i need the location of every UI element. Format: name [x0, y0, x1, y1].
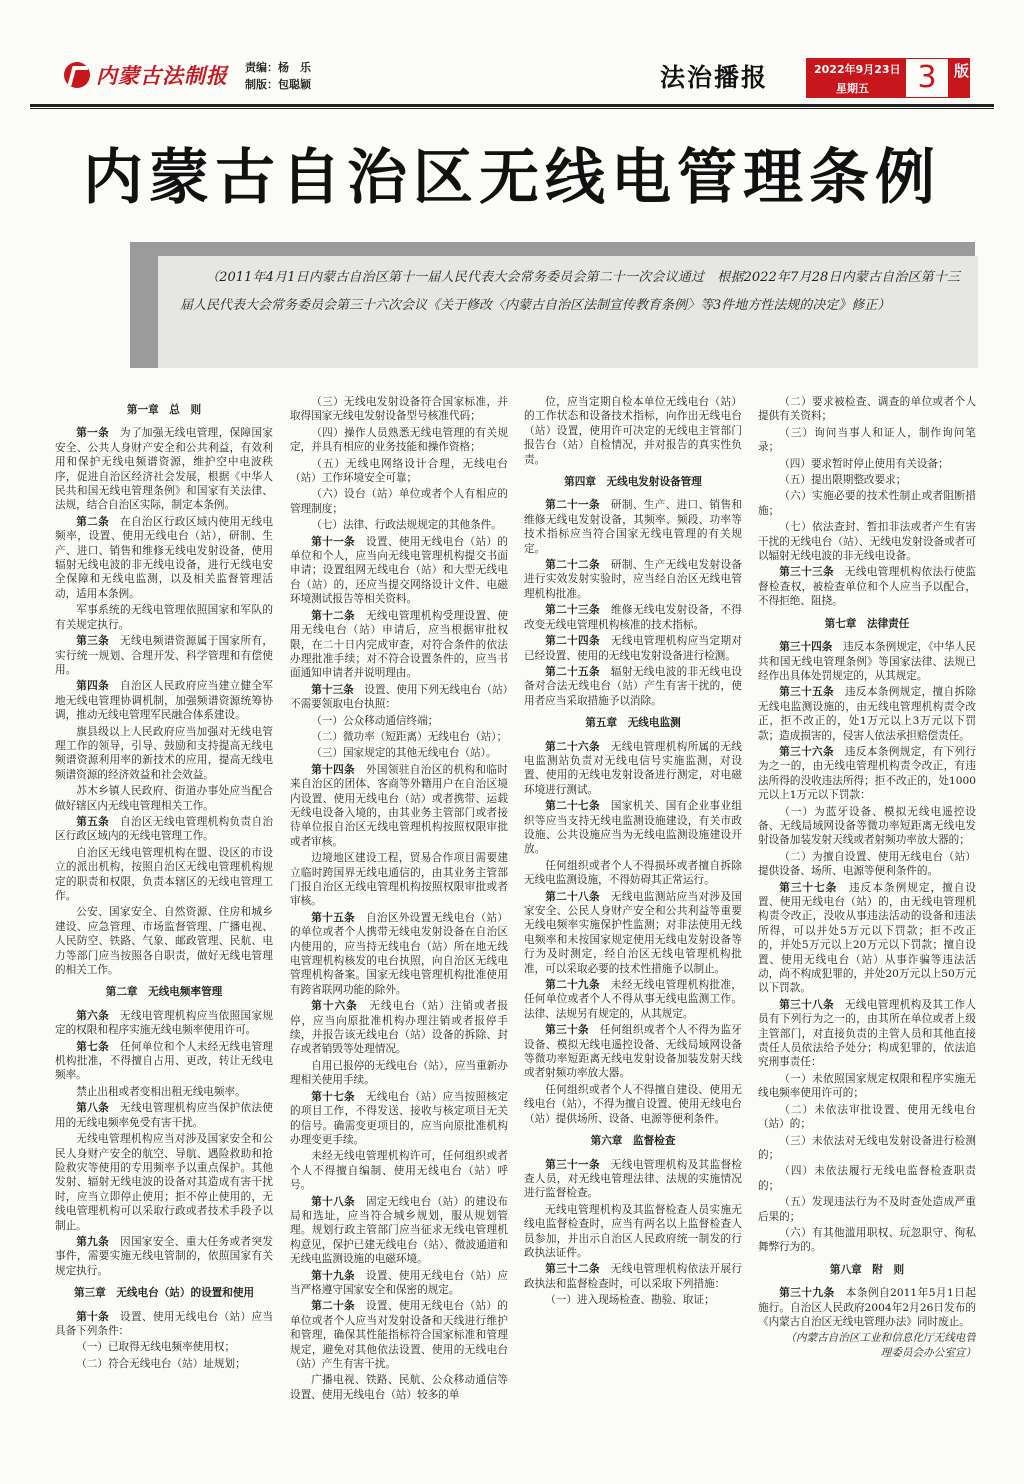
- article-number: 第七条: [76, 1040, 110, 1053]
- article-text: （七）法律、行政法规规定的其他条件。: [311, 519, 502, 532]
- article-text: 自治区外设置无线电台（站）的单位或者个人携带无线电发射设备在自治区内使用的，应当持无线电台（站）所在地无线电管理机构核发的电台执照，向自治区无线电管理机构备案。国家无线电管理机构批准使用有跨省联网功能的除外。: [290, 911, 508, 996]
- masthead-rule: [30, 104, 994, 107]
- article-text: 任何组织或者个人不得损坏或者擅自拆除无线电监测设施，不得妨碍其正常运行。: [524, 859, 742, 887]
- article-number: 第十七条: [311, 1090, 356, 1103]
- article-text: （六）设台（站）单位或者个人有相应的管理制度；: [290, 488, 508, 515]
- article-number: 第四条: [76, 680, 110, 693]
- article-text: 无线电管理机构及其监督检查人员实施无线电监督检查时，应当有两名以上监督检查人员参加，并出示自治区人民政府统一制发的行政执法证件。: [524, 1203, 742, 1259]
- chapter-heading: 第四章 无线电发射设备管理: [564, 476, 702, 489]
- article-text: （五）发现违法行为不及时查处造成严重后果的；: [758, 1196, 976, 1223]
- chapter-heading: 第五章 无线电监测: [585, 717, 681, 730]
- paragraph: [758, 805, 976, 848]
- article-number: 第三十九条: [779, 1287, 835, 1300]
- paragraph: [290, 1149, 508, 1192]
- paragraph: [758, 489, 976, 518]
- paragraph: [524, 395, 742, 467]
- text-column-2: [290, 395, 508, 1475]
- article-number: 第九条: [76, 1235, 110, 1248]
- article-text: （一）已取得无线电频率使用权；: [76, 1341, 236, 1354]
- article-text: 研制、生产、进口、销售和维修无线电发射设备，其频率、频段、功率等技术指标应当符合国家无线电管理的有关规定。: [524, 499, 742, 555]
- article-number: 第十三条: [311, 683, 354, 696]
- paragraph: [524, 1293, 742, 1307]
- article-text: （三）未依法对无线电发射设备进行检测的；: [758, 1134, 976, 1161]
- paragraph: [290, 714, 508, 728]
- article-paragraph: [290, 1299, 508, 1371]
- paragraph: [758, 395, 976, 424]
- article-text: （二）要求被检查、调查的单位或者个人提供有关资料；: [758, 396, 976, 423]
- design-line: 制版：包聪颖: [245, 78, 311, 91]
- paragraph: [758, 1164, 976, 1193]
- section-name: 法治播报: [660, 63, 769, 92]
- article-number: 第三十八条: [779, 998, 834, 1011]
- article-paragraph: [290, 911, 508, 997]
- article-number: 第六条: [76, 1009, 110, 1022]
- article-text: 外国领驻自治区的机构和临时来自治区的团体、客商等外籍用户在自治区境内设置、使用无线电台（站）或者携带、运载无线电设备入境的，由其业务主管部门或者接待单位报自治区无线电管理机构按照权限审批或者审核。: [290, 763, 508, 848]
- article-number: 第三十四条: [779, 641, 833, 654]
- article-paragraph: [290, 535, 508, 607]
- article-number: 第十一条: [311, 535, 356, 548]
- article-text: 自治区人民政府应当建立健全军地无线电管理协调机制，加强频谱资源统筹协调，推动无线电管理军民融合体系建设。: [55, 680, 273, 722]
- text-column-1: [55, 395, 273, 1475]
- article-paragraph: [55, 634, 273, 677]
- article-text: 自用已报停的无线电台（站），应当重新办理相关使用手续。: [290, 1059, 508, 1087]
- article-text: 自治区无线电管理机构负责自治区行政区域内的无线电管理工作。: [55, 815, 273, 843]
- article-paragraph: [758, 640, 976, 683]
- masthead: [0, 52, 1024, 102]
- chapter-heading: 第二章 无线电频率管理: [105, 986, 223, 999]
- article-text: 军事系统的无线电管理依照国家和军队的有关规定执行。: [55, 604, 273, 631]
- article-paragraph: [55, 1310, 273, 1339]
- article-text: 违反本条例规定，擅自设置、使用无线电台（站）的，由无线电管理机构责令改正，没收从事违法活动的设备和违法所得，可以并处5万元以下罚款；拒不改正的，并处5万元以上20万元以下罚款；擅自设置、使用无线电台（站）从事诈骗等违法活动，尚不构成犯罪的，并处20万元以上50万元以下罚款。: [758, 881, 976, 995]
- article-text: 固定无线电台（站）的建设布局和选址，应当符合城乡规划，服从规划管理。规划行政主管部门应当征求无线电管理机构意见，保护已建无线电台（站）、微波通道和无线电监测设施的电磁环境。: [290, 1195, 508, 1266]
- paragraph: [290, 1373, 508, 1402]
- article-text: （六）实施必要的技术性制止或者阻断措施；: [758, 490, 976, 517]
- article-number: 第十九条: [311, 1269, 356, 1282]
- paragraph: [290, 395, 508, 424]
- logo-text: 内蒙古法制报: [96, 63, 228, 88]
- article-text: 无线电管理机构依法开展行政执法和监督检查时，可以采取下列措施：: [524, 1263, 742, 1290]
- article-number: 第三十条: [545, 1024, 590, 1037]
- article-paragraph: [524, 890, 742, 976]
- paragraph: [290, 746, 508, 760]
- paragraph: [290, 1059, 508, 1088]
- editor-credits: [245, 59, 311, 93]
- article-text: 广播电视、铁路、民航、公众移动通信等设置、使用无线电台（站）较多的单: [290, 1374, 508, 1401]
- logo-emblem-icon: [64, 62, 90, 88]
- paragraph: [758, 1103, 976, 1132]
- article-text: 因国家安全、重大任务或者突发事件，需要实施无线电管制的，依照国家有关规定执行。: [55, 1235, 273, 1277]
- article-text: 无线电管理机构依法行使监督检查权，被检查单位和个人应当予以配合，不得拒绝、阻挠。: [758, 566, 976, 608]
- article-paragraph: [55, 1235, 273, 1278]
- article-text: 无线电台（站）应当按照核定的项目工作，不得发送、接收与核定项目无关的信号。确需变更项目的，应当向原批准机构办理变更手续。: [290, 1090, 508, 1146]
- page-suffix: 版: [954, 62, 970, 80]
- intro-box: [158, 256, 978, 368]
- article-paragraph: [55, 515, 273, 601]
- article-text: （一）公众移动通信终端；: [311, 714, 439, 727]
- text-column-4: [758, 395, 976, 1475]
- article-text: （四）要求暂时停止使用有关设备；: [779, 457, 949, 470]
- paragraph: [290, 518, 508, 532]
- article-paragraph: [524, 1023, 742, 1081]
- article-text: （四）未依法履行无线电监督检查职责的；: [758, 1165, 976, 1192]
- paragraph: [290, 730, 508, 744]
- newspaper-logo: [64, 60, 228, 90]
- article-number: 第十六条: [311, 1000, 358, 1013]
- article-text: （五）无线电网络设计合理，无线电台（站）工作环境安全可靠；: [290, 457, 508, 485]
- article-paragraph: [290, 999, 508, 1057]
- article-text: 无线电监测站应当对涉及国家安全、公民人身财产安全和公共利益等重要无线电频率实施保护性监测；对非法使用无线电频率和未按国家规定使用无线电发射设备等行为及时测定，经自治区无线电管理机构批准，可以采取必要的技术性措施予以制止。: [524, 890, 742, 975]
- article-text: （一）未依照国家规定权限和程序实施无线电频率使用许可的；: [758, 1072, 976, 1100]
- article-paragraph: [524, 603, 742, 632]
- article-text: （五）提出限期整改要求；: [779, 474, 907, 487]
- article-text: 禁止出租或者变相出租无线电频率。: [76, 1085, 246, 1098]
- article-text: 无线电管理机构受理设置、使用无线电台（站）申请后，应当根据审批权限，在二十日内完成审查，对符合条件的依法办理批准手续；对不符合设置条件的，应当书面通知申请者并说明理由。: [290, 609, 508, 680]
- paragraph: [55, 1357, 273, 1371]
- article-text: 公安、国家安全、自然资源、住房和城乡建设、应急管理、市场监督管理、广播电视、人民防空、铁路、气象、邮政管理、民航、电力等部门应当按照各自职责，做好无线电管理的相关工作。: [55, 906, 273, 977]
- paragraph: [758, 1072, 976, 1101]
- article-text: 无线电管理机构应当依照国家规定的权限和程序实施无线电频率使用许可。: [55, 1009, 273, 1037]
- article-text: （三）询问当事人和证人，制作询问笔录；: [758, 426, 976, 454]
- paragraph: [758, 473, 976, 487]
- paragraph: [290, 426, 508, 455]
- chapter-heading: 第一章 总 则: [126, 404, 202, 416]
- article-text: 本条例自2011年5月1日起施行。自治区人民政府2004年2月26日发布的《内蒙古自治区无线电管理办法》同时废止。: [758, 1287, 976, 1328]
- article-text: （二）未依法审批设置、使用无线电台（站）的；: [758, 1103, 976, 1131]
- article-number: 第三十五条: [779, 686, 834, 699]
- article-paragraph: [55, 1040, 273, 1083]
- article-text: 违反本条例规定，《中华人民共和国无线电管理条例》等国家法律、法规已经作出具体处罚规定的，从其规定。: [758, 641, 976, 682]
- article-text: 无线电台（站）注销或者报停，应当向原批准机构办理注销或者报停手续，并报告该无线电台（站）设备的拆除、封存或者销毁等处理情况。: [290, 1000, 508, 1056]
- article-text: 无线电频谱资源属于国家所有，实行统一规划、合理开发、科学管理和有偿使用。: [55, 635, 273, 676]
- article-text: （四）操作人员熟悉无线电管理的有关规定，并具有相应的业务技能和操作资格；: [290, 426, 508, 454]
- article-number: 第十条: [76, 1310, 110, 1323]
- paragraph: [758, 850, 976, 879]
- article-text: 国家机关、国有企业事业组织等应当支持无线电监测设施建设，有关市政设施、公共设施应当为无线电监测设施建设开放。: [524, 800, 742, 856]
- page-number: 3: [906, 59, 948, 97]
- article-number: 第二十二条: [545, 559, 600, 572]
- article-text: 违反本条例规定，擅自拆除无线电监测设施的，由无线电管理机构责令改正，拒不改正的，处1万元以上3万元以下罚款；造成损害的，侵害人依法承担赔偿责任。: [758, 686, 976, 742]
- article-text: 任何组织或者个人不得擅自建设、使用无线电台（站），不得为擅自设置、使用无线电台（站）提供场所、设备、电源等便利条件。: [524, 1083, 742, 1125]
- paragraph: [55, 1132, 273, 1233]
- article-number: 第二十八条: [545, 890, 600, 903]
- article-number: 第十八条: [311, 1195, 356, 1208]
- article-number: 第二十四条: [545, 635, 600, 648]
- article-text: 位，应当定期自检本单位无线电台（站）的工作状态和设备技术指标，向作出无线电台（站）设置，使用许可决定的无线电主管部门报告台（站）自检情况，并对报告的真实性负责。: [524, 396, 742, 466]
- article-number: 第二十七条: [545, 800, 600, 813]
- article-number: 第二十九条: [545, 979, 600, 992]
- date-page-box: [806, 58, 970, 98]
- article-number: 第一条: [76, 427, 110, 440]
- article-number: 第三十一条: [545, 1158, 600, 1171]
- article-paragraph: [55, 1101, 273, 1130]
- paragraph: [55, 725, 273, 783]
- chapter-heading: 第七章 法律责任: [824, 617, 910, 630]
- article-paragraph: [758, 685, 976, 743]
- paragraph: [524, 859, 742, 888]
- article-paragraph: [290, 609, 508, 681]
- article-paragraph: [524, 634, 742, 663]
- article-text: 为了加强无线电管理，保障国家安全、公共人身财产安全和公共利益，有效利用和保护无线电频谱资源，维护空中电波秩序，促进自治区经济社会发展，根据《中华人民共和国无线电管理条例》和国家有关法律、法规，结合自治区实际，制定本条例。: [55, 427, 273, 512]
- article-text: 旗县级以上人民政府应当加强对无线电管理工作的领导，引导、鼓励和支持提高无线电频谱资源利用率的新技术的应用，提高无线电频谱资源的经济效益和社会效益。: [55, 725, 273, 781]
- paragraph: [758, 520, 976, 563]
- article-paragraph: [55, 1009, 273, 1038]
- article-number: 第三十六条: [779, 745, 834, 758]
- paragraph: [758, 1134, 976, 1163]
- article-number: 第五条: [76, 815, 110, 828]
- paragraph: [55, 784, 273, 813]
- article-text: 维修无线电发射设备，不得改变无线电管理机构核准的技术指标。: [524, 604, 742, 631]
- paragraph: [55, 1340, 273, 1354]
- article-text: 任何组织或者个人不得为监牙设备、模拟无线电遥控设备、无线局域网设备等微功率短距离无线电发射设备加装发射天线或者射频功率放大器。: [524, 1024, 742, 1080]
- article-number: 第十四条: [311, 763, 356, 776]
- article-text: 无线电管理机构应当定期对已经设置、使用的无线电发射设备进行检测。: [524, 635, 742, 662]
- article-number: 第十二条: [311, 609, 356, 622]
- article-number: 第八条: [76, 1102, 110, 1115]
- article-number: 第三条: [76, 635, 110, 648]
- article-number: 第三十七条: [779, 881, 838, 894]
- chapter-heading: 第三章 无线电台（站）的设置和使用: [73, 1287, 255, 1300]
- article-text: 在自治区行政区域内使用无线电频率，设置、使用无线电台（站），研制、生产、进口、销售和维修无线电发射设备，使用辐射无线电波的非无线电设备，进行无线电安全保障和无线电监测，以及相关监督管理活动，适用本条例。: [55, 515, 273, 600]
- article-text: 违反本条例规定，有下列行为之一的，由无线电管理机构责令改正，有违法所得的没收违法所得；拒不改正的，处1000元以上1万元以下罚款：: [758, 745, 976, 802]
- article-text: 设置、使用无线电台（站）应当具备下列条件：: [55, 1310, 273, 1337]
- paragraph: [290, 457, 508, 486]
- article-text: 设置、使用无线电台（站）的单位和个人，应当向无线电管理机构提交书面申请；设置组网无线电台（站）和大型无线电台（站）的，还应当提交网络设计文件、电磁环境测试报告等相关资料。: [290, 535, 508, 606]
- masthead-rule-thin: [30, 108, 994, 109]
- article-text: 研制、生产无线电发射设备进行实效发射实验时，应当经自治区无线电管理机构批准。: [524, 559, 742, 600]
- article-number: 第三十二条: [545, 1263, 600, 1276]
- issue-date: 2022年9月23日: [814, 63, 901, 76]
- article-text: 无线电管理机构及其监督检查人员，对无线电管理法律、法规的实施情况进行监督检查。: [524, 1158, 742, 1200]
- paragraph: [55, 846, 273, 904]
- article-paragraph: [758, 998, 976, 1070]
- article-paragraph: [524, 558, 742, 601]
- article-paragraph: [524, 1262, 742, 1291]
- paragraph: [290, 487, 508, 516]
- chapter-heading: 第八章 附 则: [829, 1263, 905, 1276]
- paragraph: [55, 905, 273, 977]
- article-paragraph: [524, 498, 742, 556]
- article-paragraph: [55, 815, 273, 844]
- article-text: 边境地区建设工程，贸易合作项目需要建立临时跨国界无线电通信的，由其业务主管部门报自治区无线电管理机构按照权限审批或者审核。: [290, 852, 508, 908]
- article-text: 苏木乡镇人民政府、街道办事处应当配合做好辖区内无线电管理相关工作。: [55, 785, 273, 812]
- article-text: 辐射无线电波的非无线电设备对合法无线电台（站）产生有害干扰的，使用者应当采取措施予以消除。: [524, 665, 742, 707]
- article-text: （六）有其他滥用职权、玩忽职守、徇私舞弊行为的。: [758, 1226, 976, 1254]
- article-paragraph: [290, 683, 508, 712]
- article-number: 第二十三条: [545, 604, 600, 617]
- page-title: 内蒙古自治区无线电管理条例: [83, 143, 941, 213]
- article-paragraph: [758, 745, 976, 803]
- paragraph: [758, 1195, 976, 1224]
- article-paragraph: [524, 740, 742, 798]
- signature: （内蒙古自治区工业和信息化厅无线电管理委员会办公室宣）: [785, 1332, 976, 1359]
- article-number: 第二十一条: [545, 499, 600, 512]
- issue-weekday: 星期五: [836, 82, 869, 95]
- paragraph: [758, 1226, 976, 1255]
- article-paragraph: [524, 978, 742, 1021]
- paragraph: [55, 603, 273, 632]
- article-paragraph: [758, 565, 976, 608]
- article-text: 无线电管理机构所属的无线电监测站负责对无线电信号实施监测，对设置、使用的无线电发射设备进行测定，对电磁环境进行测试。: [524, 740, 742, 796]
- article-text: （二）微功率（短距离）无线电台（站）；: [311, 730, 508, 743]
- article-paragraph: [290, 1269, 508, 1298]
- article-text: （一）为蓝牙设备、模拟无线电遥控设备、无线局域网设备等微功率短距离无线电发射设备加装发射天线或者射频功率放大器的；: [758, 805, 976, 847]
- article-paragraph: [524, 799, 742, 857]
- paragraph: [758, 457, 976, 471]
- article-text: 任何单位和个人未经无线电管理机构批准，不得擅自占用、更改，转让无线电频率。: [55, 1040, 273, 1082]
- article-paragraph: [758, 881, 976, 996]
- article-text: （二）为擅自设置、使用无线电台（站）提供设备、场所、电源等便利条件的。: [758, 850, 976, 878]
- article-number: 第二十五条: [545, 665, 600, 678]
- article-text: 设置、使用下列无线电台（站）不需要领取电台执照：: [290, 683, 508, 711]
- article-paragraph: [758, 1286, 976, 1329]
- intro-text: （2011年4月1日内蒙古自治区第十一届人民代表大会常务委员会第二十一次会议通过 根据2022年7月28日内蒙古自治区第十三届人民代表大会常务委员会第三十六次会议《关于修改〈内蒙古自治区法制宣传教育条例〉等3件地方性法规的决定》修正）: [180, 270, 960, 313]
- article-number: 第二十六条: [545, 740, 600, 753]
- editor-line: 责编：杨 乐: [245, 61, 311, 74]
- article-number: 第二条: [76, 515, 110, 528]
- paragraph: [55, 1085, 273, 1099]
- article-text: （一）进入现场检查、勘验、取证；: [545, 1294, 715, 1307]
- paragraph: [524, 1203, 742, 1261]
- article-text: 无线电管理机构及其工作人员有下列行为之一的，由其所在单位或者上级主管部门，对直接负责的主管人员和其他直接责任人员依法给予处分；构成犯罪的，依法追究刑事责任：: [758, 998, 976, 1069]
- article-text: （三）无线电发射设备符合国家标准，并取得国家无线电发射设备型号核准代码；: [290, 396, 508, 423]
- article-paragraph: [55, 679, 273, 722]
- article-paragraph: [524, 1158, 742, 1201]
- article-paragraph: [524, 665, 742, 708]
- article-paragraph: [290, 1195, 508, 1267]
- article-text: 设置、使用无线电台（站）的单位或者个人应当对发射设备和天线进行维护和管理，确保其性能指标符合国家标准和管理规定，避免对其他依法设置、使用的无线电台（站）产生有害干扰。: [290, 1300, 508, 1370]
- article-paragraph: [55, 426, 273, 512]
- article-text: 未经无线电管理机构许可，任何组织或者个人不得擅自编制、使用无线电台（站）呼号。: [290, 1150, 508, 1192]
- article-text: （三）国家规定的其他无线电台（站）。: [311, 747, 497, 760]
- article-number: 第二十条: [311, 1300, 356, 1313]
- article-text: （二）符合无线电台（站）址规划；: [76, 1357, 246, 1370]
- article-text: 无线电管理机构应当对涉及国家安全和公民人身财产安全的航空、导航、遇险救助和抢险救灾等使用的专用频率予以重点保护。其他发射、辐射无线电波的设备对其造成有害干扰时，应当立即停止使用；拒不停止使用的，无线电管理机构可以采取行政或者技术手段予以制止。: [55, 1133, 273, 1232]
- paragraph: [758, 426, 976, 455]
- article-number: 第十五条: [311, 911, 356, 924]
- chapter-heading: 第六章 监督检查: [590, 1135, 676, 1148]
- article-text: 自治区无线电管理机构在盟、设区的市设立的派出机构，按照自治区无线电管理机构规定的职责和权限，负责本辖区的无线电管理工作。: [55, 846, 273, 902]
- article-paragraph: [290, 1090, 508, 1148]
- paragraph: [290, 851, 508, 909]
- article-text: 未经无线电管理机构批准，任何单位或者个人不得从事无线电监测工作。法律、法规另有规定的，从其规定。: [524, 979, 742, 1020]
- article-text: （七）依法查封、暂扣非法或者产生有害干扰的无线电台（站）、无线电发射设备或者可以辐射无线电波的非无线电设备。: [758, 521, 976, 563]
- article-text: 无线电管理机构应当保护依法使用的无线电频率免受有害干扰。: [55, 1102, 273, 1129]
- article-number: 第三十三条: [779, 566, 834, 579]
- article-paragraph: [290, 763, 508, 849]
- article-text: 设置、使用无线电台（站）应当严格遵守国家安全和保密的规定。: [290, 1269, 508, 1296]
- text-column-3: [524, 395, 742, 1475]
- paragraph: [524, 1083, 742, 1126]
